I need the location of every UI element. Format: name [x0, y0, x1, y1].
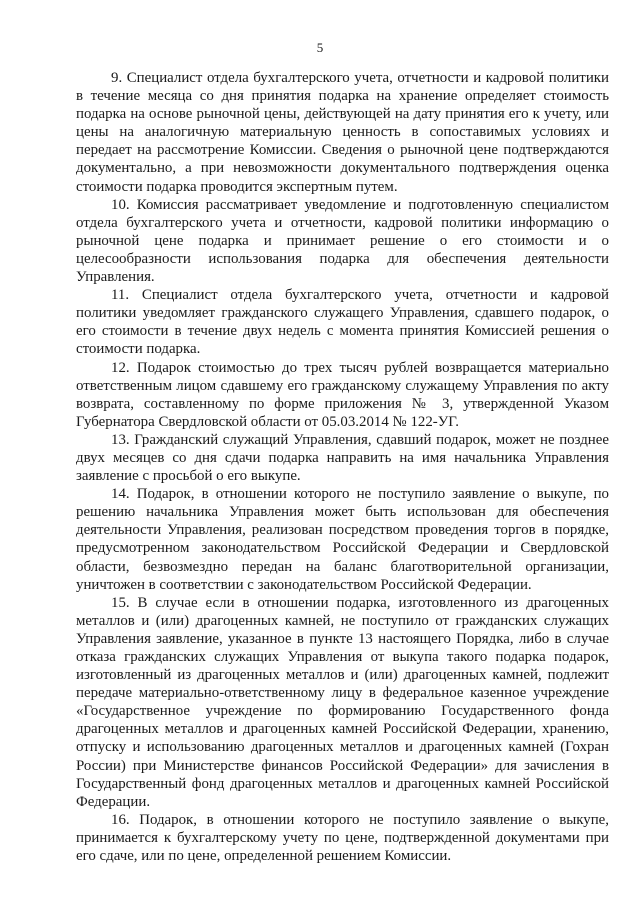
paragraph-15: 15. В случае если в отношении подарка, изготовленного из драгоценных металлов и (или) драгоценных камней, не поступило от гражданских служащих Управления заявление, указанное в пункте 13 настоящего Порядка, либо в случае отказа гражданских служащих Управления от выкупа такого подарка подарок, изготовленный из драгоценных металлов и (или) драгоценных камней, подлежит передаче материально-ответственному лицу в федеральное казенное учреждение «Государственное учреждение по формированию Государственного фонда драгоценных металлов и драгоценных камней Российской Федерации, хранению, отпуску и использованию драгоценных металлов и драгоценных камней (Гохран России) при Министерстве финансов Российской Федерации» для зачисления в Государственный фонд драгоценных металлов и драгоценных камней Российской Федерации. — [76, 594, 609, 810]
paragraph-11: 11. Специалист отдела бухгалтерского учета, отчетности и кадровой политики уведомляет гражданского служащего Управления, сдавшего подарок, о его стоимости в течение двух недель с момента принятия Комиссией решения о стоимости подарка. — [76, 287, 609, 358]
paragraph-14: 14. Подарок, в отношении которого не поступило заявление о выкупе, по решению начальника Управления может быть использован для обеспечения деятельности Управления, реализован посредством проведения торгов в порядке, предусмотренном законодательством Российской Федерации и Свердловской области, безвозмездно передан на баланс благотворительной организации, уничтожен в соответствии с законодательством Российской Федерации. — [76, 486, 609, 593]
paragraph-10: 10. Комиссия рассматривает уведомление и подготовленную специалистом отдела бухгалтерского учета и отчетности, кадровой политики информацию о рыночной цене подарка и принимает решение о его стоимости и о целесообразности использования подарка для обеспечения деятельности Управления. — [76, 196, 609, 286]
paragraph-13: 13. Гражданский служащий Управления, сдавший подарок, может не позднее двух месяцев со дня сдачи подарка направить на имя начальника Управления заявление с просьбой о его выкупе. — [76, 431, 609, 485]
document-body — [76, 69, 609, 865]
paragraph-12: 12. Подарок стоимостью до трех тысяч рублей возвращается материально ответственным лицом сдавшему его гражданскому служащему Управления по акту возврата, составленному по форме приложения № 3, утвержденной Указом Губернатора Свердловской области от 05.03.2014 № 122-УГ. — [76, 359, 609, 430]
paragraph-9: 9. Специалист отдела бухгалтерского учета, отчетности и кадровой политики в течение месяца со дня принятия подарка на хранение определяет стоимость подарка на основе рыночной цены, действующей на дату принятия его к учету, или цены на аналогичную материальную ценность в сопоставимых условиях и передает на рассмотрение Комиссии. Сведения о рыночной цене подтверждаются документально, а при невозможности документального подтверждения оценка стоимости подарка проводится экспертным путем. — [76, 70, 609, 195]
paragraph-16: 16. Подарок, в отношении которого не поступило заявление о выкупе, принимается к бухгалтерскому учету по цене, подтвержденной документами при его сдаче, или по цене, определенной решением Комиссии. — [76, 811, 609, 865]
page-number: 5 — [316, 40, 324, 55]
